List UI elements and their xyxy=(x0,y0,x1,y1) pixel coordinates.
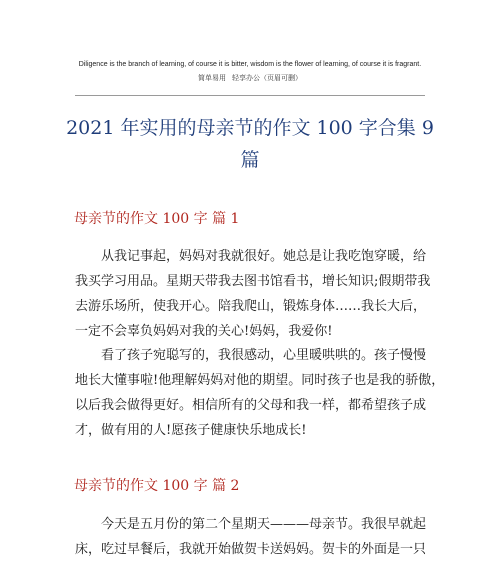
document-title xyxy=(66,112,434,176)
header-motto: Diligence is the branch of learning, of course it is bitter, wisdom is the flower of learning, of course it is fragrant. xyxy=(78,61,422,68)
header-divider xyxy=(75,95,425,96)
section-heading-2: 母亲节的作文 100 字 篇 2 xyxy=(74,478,240,494)
paragraph-line: 去游乐场所，使我开心。陪我爬山，锻炼身体……我长大后， xyxy=(75,299,427,314)
header-subtitle-right: 轻享办公（页眉可删） xyxy=(232,74,302,82)
paragraph-line: 我买学习用品。星期天带我去图书馆看书，增长知识;假期带我 xyxy=(75,274,431,289)
paragraph-3 xyxy=(75,512,427,562)
header-subtitle-left: 简单易用 xyxy=(198,74,226,82)
paragraph-line: 才，做有用的人!愿孩子健康快乐地成长! xyxy=(75,423,307,438)
paragraph-line: 今天是五月份的第二个星期天———母亲节。我很早就起 xyxy=(101,517,427,532)
section-heading-1: 母亲节的作文 100 字 篇 1 xyxy=(74,211,240,227)
paragraph-line: 床，吃过早餐后，我就开始做贺卡送妈妈。贺卡的外面是一只 xyxy=(75,542,427,557)
page-header xyxy=(0,60,500,83)
paragraph-line: 以后我会做得更好。相信所有的父母和我一样，都希望孩子成 xyxy=(75,398,427,413)
paragraph-line: 看了孩子宛聪写的，我很感动，心里暖哄哄的。孩子慢慢 xyxy=(101,348,427,363)
paragraph-1 xyxy=(75,244,431,344)
header-subtitle xyxy=(0,73,500,83)
paragraph-line: 地长大懂事啦!他理解妈妈对他的期望。同时孩子也是我的骄傲， xyxy=(75,373,445,388)
paragraph-line: 从我记事起，妈妈对我就很好。她总是让我吃饱穿暖，给 xyxy=(101,249,427,264)
document-title-line-2: 篇 xyxy=(240,149,260,171)
paragraph-line: 一定不会辜负妈妈对我的关心!妈妈，我爱你! xyxy=(75,324,333,339)
document-title-line-1: 2021 年实用的母亲节的作文 100 字合集 9 xyxy=(66,117,434,139)
paragraph-2 xyxy=(75,343,445,443)
